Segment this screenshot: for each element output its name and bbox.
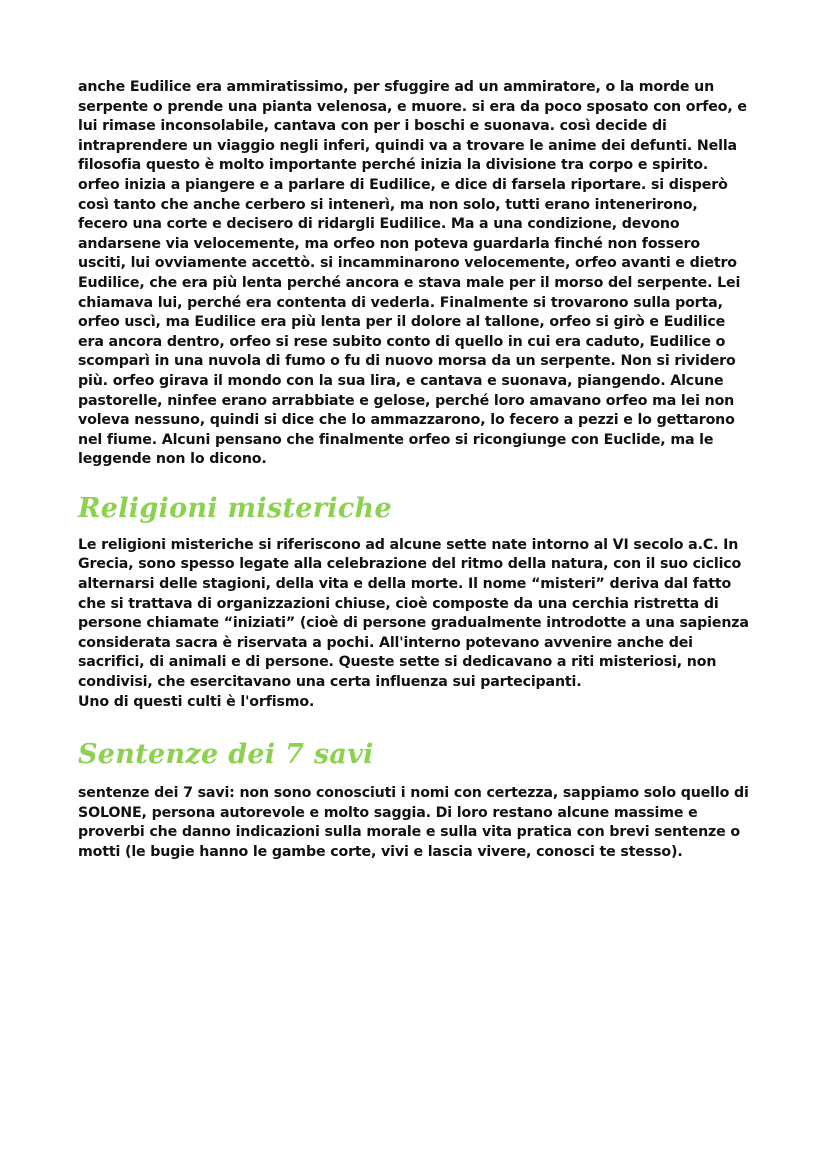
section-title-religioni: Religioni misteriche [78, 492, 392, 524]
document-page [78, 78, 750, 863]
sentenze-paragraph: sentenze dei 7 savi: non sono conosciuti i nomi con certezza, sappiamo solo quello di SOLONE, persona autorevole e molto saggia. Di loro restano alcune massime e proverbi che danno indicazioni sulla morale e sulla vita pratica con brevi sentenze o motti (le bugie hanno le gambe corte, vivi e lascia vivere, conosci te stesso). [78, 785, 749, 860]
section-title-sentenze: Sentenze dei 7 savi [78, 739, 374, 771]
intro-paragraph: anche Eudilice era ammiratissimo, per sfuggire ad un ammiratore, o la morde un serpente o prende una pianta velenosa, e muore. si era da poco sposato con orfeo, e lui rimase inconsolabile, cantava con per i boschi e suonava. così decide di intraprendere un viaggio negli inferi, quindi va a trovare le anime dei defunti. Nella filosofia questo è molto importante perché inizia la divisione tra corpo e spirito. orfeo inizia a piangere e a parlare di Eudilice, e dice di farsela riportare. si disperò così tanto che anche cerbero si intenerì, ma non solo, tutti erano intenerirono, fecero una corte e decisero di ridargli Eudilice. Ma a una condizione, devono andarsene via velocemente, ma orfeo non poteva guardarla finché non fossero usciti, lui ovviamente accettò. si incamminarono velocemente, orfeo avanti e dietro Eudilice, che era più lenta perché ancora e stava male per il morso del serpente. Lei chiamava lui, perché era contenta di vederla. Finalmente si trovarono sulla porta, orfeo uscì, ma Eudilice era più lenta per il dolore al tallone, orfeo si girò e Eudilice era ancora dentro, orfeo si rese subito conto di quello in cui era caduto, Eudilice o scomparì in una nuvola di fumo o fu di nuovo morsa da un serpente. Non si rividero più. orfeo girava il mondo con la sua lira, e cantava e suonava, piangendo. Alcune pastorelle, ninfee erano arrabbiate e gelose, perché loro amavano orfeo ma lei non voleva nessuno, quindi si dice che lo ammazzarono, lo fecero a pezzi e lo gettarono nel fiume. Alcuni pensano che finalmente orfeo si ricongiunge con Euclide, ma le leggende non lo dicono. [78, 79, 747, 468]
religioni-orfismo-line: Uno di questi culti è l'orfismo. [78, 693, 315, 710]
religioni-paragraph: Le religioni misteriche si riferiscono ad alcune sette nate intorno al VI secolo a.C. In Grecia, sono spesso legate alla celebrazione del ritmo della natura, con il suo ciclico alternarsi delle stagioni, della vita e della morte. Il nome “misteri” deriva dal fatto che si trattava di organizzazioni chiuse, cioè composte da una cerchia ristretta di persone chiamate “iniziati” (cioè di persone gradualmente introdotte a una sapienza considerata sacra è riservata a pochi. All'interno potevano avvenire anche dei sacrifici, di animali e di persone. Queste sette si dedicavano a riti misteriosi, non condivisi, che esercitavano una certa influenza sui partecipanti. [78, 536, 749, 691]
